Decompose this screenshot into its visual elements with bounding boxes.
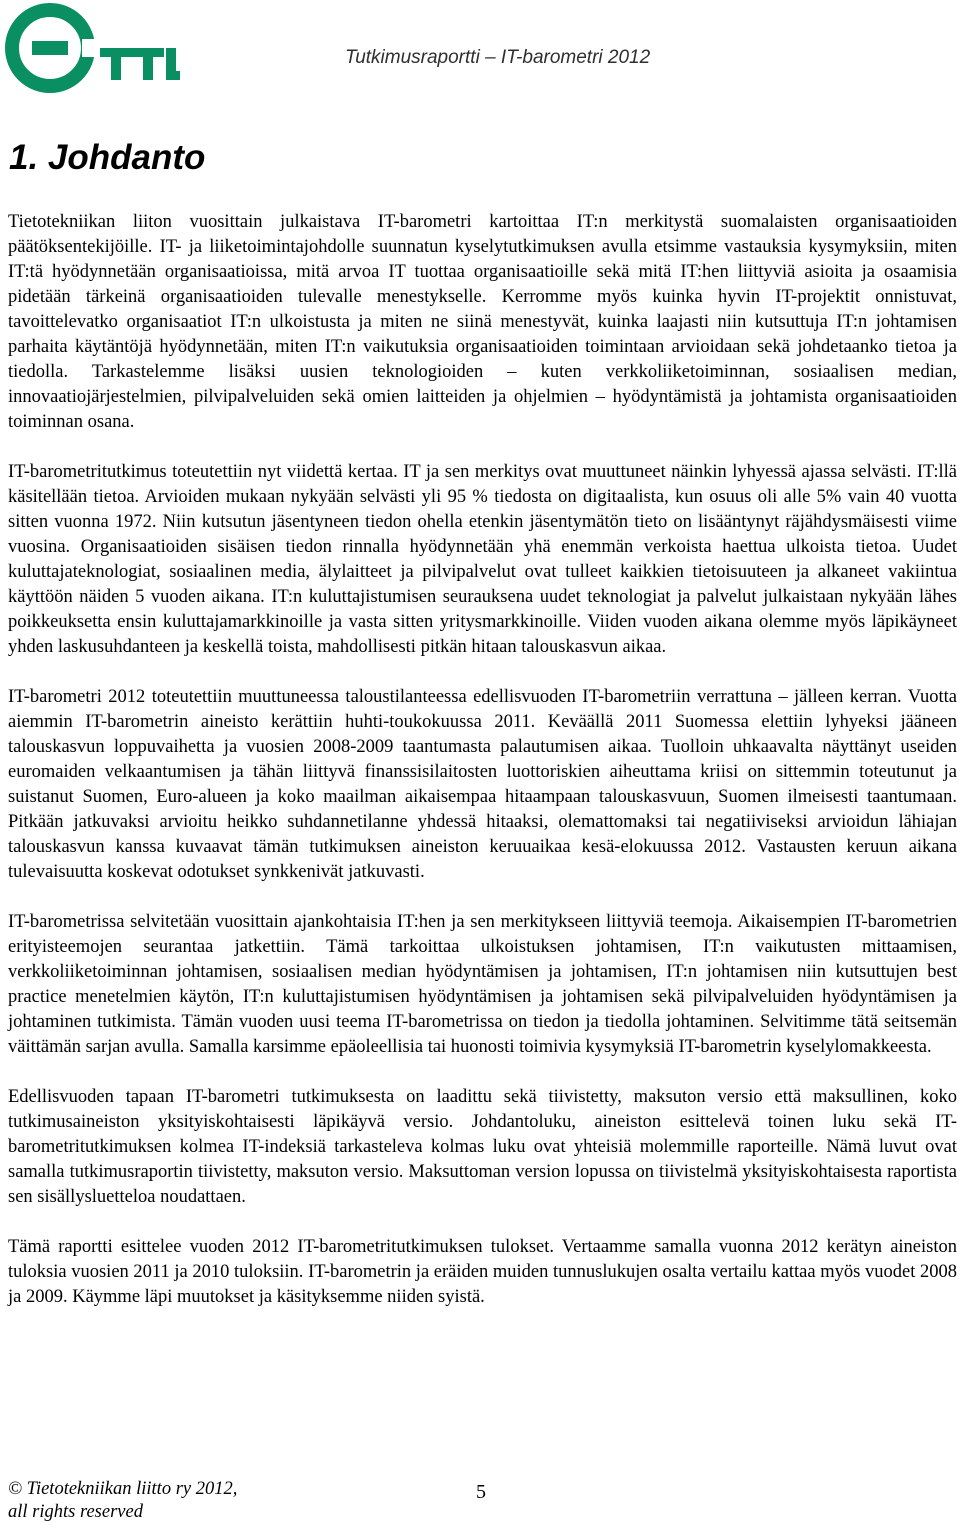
- paragraph: IT-barometrissa selvitetään vuosittain ajankohtaisia IT:hen ja sen merkitykseen liittyviä teemoja. Aikaisempien IT-barometrien erityisteemojen seurantaa jatkettiin. Tämä tarkoittaa ulkoistuksen johtamisen, IT:n vaikutusten mittaamisen, verkkoliiketoiminnan johtamisen, sosiaalisen median hyödyntämisen ja johtamisen, IT:n johtamisen niin kutsuttujen best practice menetelmien käytön, IT:n kuluttajistumisen hyödyntämisen ja johtamisen sekä pilvipalveluiden hyödyntämisen ja johtaminen tutkimista. Tämän vuoden uusi teema IT-barometrissa on tiedon ja tiedolla johtaminen. Selvitimme tätä seitsemän väittämän sarjan avulla. Samalla karsimme epäoleellisia tai huonosti toimivia kysymyksiä IT-barometrin kyselylomakkeesta.: [8, 912, 957, 1057]
- body-text: [8, 210, 957, 1335]
- paragraph: Tämä raportti esittelee vuoden 2012 IT-barometritutkimuksen tulokset. Vertaamme samalla vuonna 2012 kerätyn aineiston tuloksia vuosien 2011 ja 2010 tuloksiin. IT-barometrin ja eräiden muiden tunnuslukujen osalta vertailu kattaa myös vuodet 2008 ja 2009. Käymme läpi muutokset ja käsityksemme niiden syistä.: [8, 1237, 957, 1307]
- copyright-notice: [8, 1478, 237, 1524]
- page-footer: [8, 1478, 948, 1522]
- paragraph: IT-barometri 2012 toteutettiin muuttuneessa taloustilanteessa edellisvuoden IT-barometriin verrattuna – jälleen kerran. Vuotta aiemmin IT-barometrin aineisto kerättiin huhti-toukokuussa 2011. Keväällä 2011 Suomessa elettiin lyhyeksi jääneen talouskasvun loppuvaihetta ja vuosien 2008-2009 taantumasta palautumisen aikaa. Tuolloin uhkaavalta näyttänyt useiden euromaiden velkaantumisen ja tähän liittyvä finanssisilaitosten luottoriskien aiheuttama kriisi on sittemmin toteutunut ja suistanut Suomen, Euro-alueen ja koko maailman aikaisempaa hitaampaan talouskasvuun, Suomen ilmeisesti taantumaan. Pitkään jatkuvaksi arvioitu heikko suhdannetilanne yhdessä hitaaksi, olemattomaksi tai negatiiviseksi arvioidun lähiajan talouskasvun kanssa kuvaavat tämän tutkimuksen aineiston keruuaikaa kesä-elokuussa 2012. Vastausten keruun aikana tulevaisuutta koskevat odotukset synkkenivät jatkuvasti.: [8, 687, 957, 882]
- ttl-logo: [4, 2, 194, 94]
- paragraph: Tietotekniikan liiton vuosittain julkaistava IT-barometri kartoittaa IT:n merkitystä suomalaisten organisaatioiden päätöksentekijöille. IT- ja liiketoimintajohdolle suunnatun kyselytutkimuksen avulla etsimme vastauksia kysymyksiin, miten IT:tä hyödynnetään organisaatioissa, mitä arvoa IT tuottaa organisaatioille sekä mitä IT:hen liittyviä asioita ja osaamisia pidetään tärkeinä organisaatioiden tulevalle menestykselle. Kerromme myös kuinka hyvin IT-projektit onnistuvat, tavoittelevatko organisaatiot IT:n ulkoistusta ja miten ne siinä menestyvät, kuinka laajasti niin kutsuttuja IT:n johtamisen parhaita käytäntöjä hyödynnetään, miten IT:n vaikutuksia organisaatioiden toimintaan arvioidaan sekä johdetaanko tietoa ja tiedolla. Tarkastelemme lisäksi uusien teknologioiden – kuten verkkoliiketoiminnan, sosiaalisen median, innovaatiojärjestelmien, pilvipalveluiden sekä omien laitteiden ja ohjelmien – hyödyntämistä ja johtamista organisaatioiden toiminnan osana.: [8, 212, 957, 432]
- running-title: Tutkimusraportti – IT-barometri 2012: [345, 47, 651, 68]
- copyright-line: all rights reserved: [8, 1502, 143, 1522]
- paragraph: Edellisvuoden tapaan IT-barometri tutkimuksesta on laadittu sekä tiivistetty, maksuton versio että maksullinen, koko tutkimusaineiston yksityiskohtaisesti läpikäyvä versio. Johdantoluku, aineiston esittelevä toinen luku sekä IT-barometritutkimuksen kolmea IT-indeksiä tarkasteleva kolmas luku ovat yhteisiä molemmille raporteille. Nämä luvut ovat samalla tutkimusraportin tiivistetty, maksuton versio. Maksuttoman version lopussa on tiivistelmä yksityiskohtaisesta raportista sen sisällysluetteloa noudattaen.: [8, 1087, 957, 1207]
- copyright-line: © Tietotekniikan liitto ry 2012,: [8, 1479, 238, 1499]
- chapter-title: 1. Johdanto: [9, 138, 206, 177]
- paragraph: IT-barometritutkimus toteutettiin nyt viidettä kertaa. IT ja sen merkitys ovat muuttuneet näinkin lyhyessä ajassa selvästi. IT:llä käsitellään tietoa. Arvioiden mukaan nykyään selvästi yli 95 % tiedosta on digitaalista, kun osuus oli alle 5% vain 40 vuotta sitten vuonna 1972. Niin kutsutun jäsentyneen tiedon ohella etenkin jäsentymätön tieto on lisääntynyt räjähdysmäisesti viime vuosina. Organisaatioiden sisäisen tiedon rinnalla hyödynnetään yhä enemmän verkoista haettua ulkoista tietoa. Uudet kuluttajateknologiat, sosiaalinen media, älylaitteet ja pilvipalvelut ovat tulleet kaikkien tietoisuuteen ja alkaneet vakiintua käyttöön näiden 5 vuoden aikana. IT:n kuluttajistumisen seurauksena uudet teknologiat ja palvelut julkaistaan nykyään lähes poikkeuksetta ensin kuluttajamarkkinoille ja vasta sitten yritysmarkkinoille. Viiden vuoden aikana olemme myös läpikäyneet yhden laskusuhdanteen ja keskellä toista, mahdollisesti pitkän hitaan talouskasvun aikaa.: [8, 462, 957, 657]
- page-number: 5: [476, 1481, 486, 1503]
- page-header: [0, 0, 960, 100]
